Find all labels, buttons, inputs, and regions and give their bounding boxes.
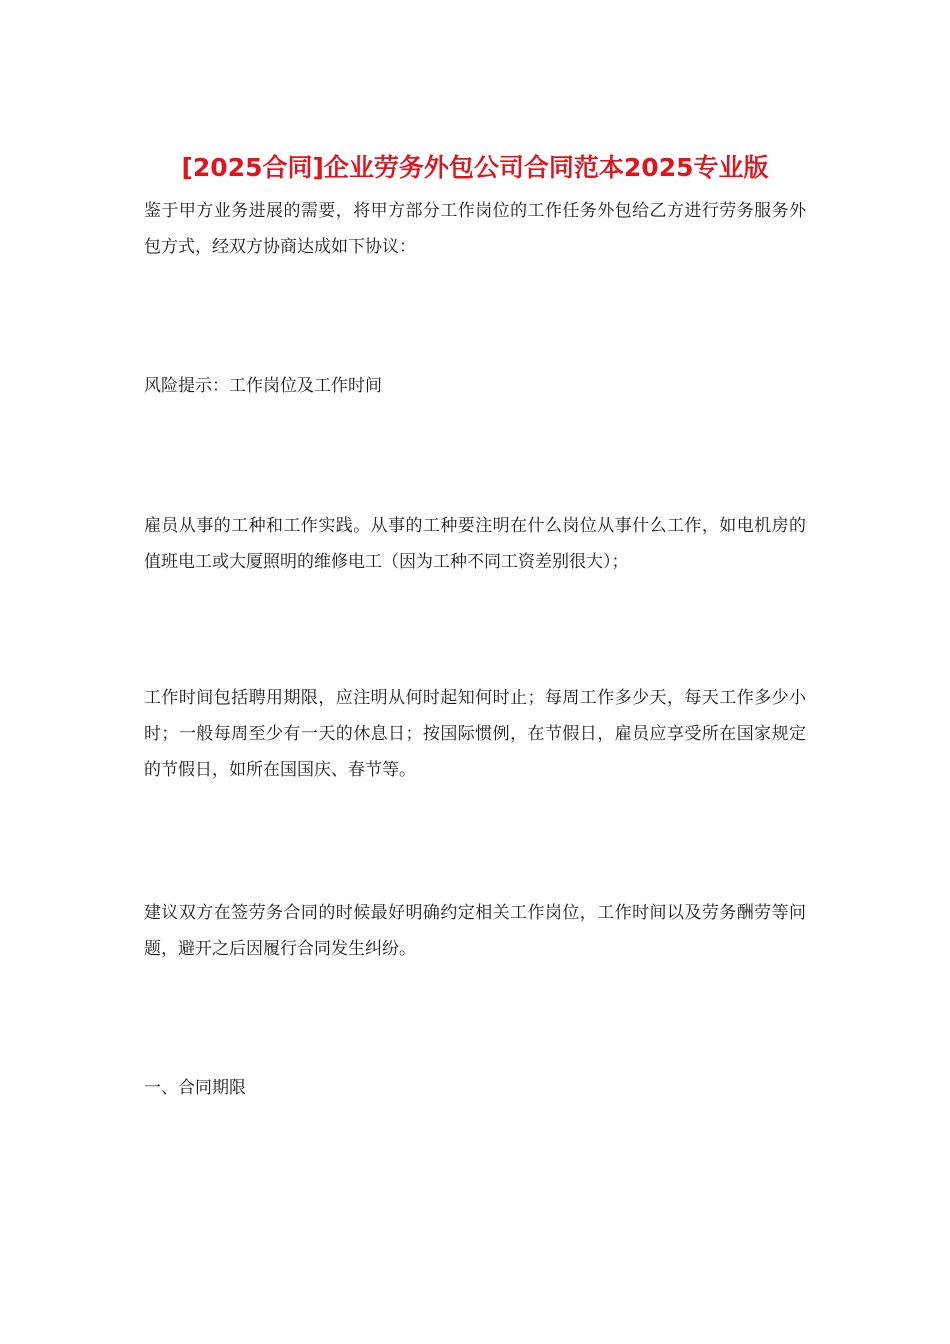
job-type-paragraph: 雇员从事的工种和工作实践。从事的工种要注明在什么岗位从事什么工作，如电机房的值班电工或大厦照明的维修电工（因为工种不同工资差别很大）； bbox=[144, 516, 806, 572]
work-time-paragraph: 工作时间包括聘用期限，应注明从何时起知何时止；每周工作多少天，每天工作多少小时；一般每周至少有一天的休息日；按国际惯例，在节假日，雇员应享受所在国家规定的节假日，如所在国国庆、春节等。 bbox=[144, 688, 806, 780]
intro-paragraph: 鉴于甲方业务进展的需要，将甲方部分工作岗位的工作任务外包给乙方进行劳务服务外包方式，经双方协商达成如下协议： bbox=[144, 201, 806, 257]
section-heading-contract-term: 一、合同期限 bbox=[144, 1078, 246, 1098]
advice-paragraph: 建议双方在签劳务合同的时候最好明确约定相关工作岗位，工作时间以及劳务酬劳等问题，避开之后因履行合同发生纠纷。 bbox=[144, 903, 806, 959]
document-title: [2025合同]企业劳务外包公司合同范本2025专业版 bbox=[181, 153, 769, 182]
risk-heading: 风险提示：工作岗位及工作时间 bbox=[144, 376, 382, 396]
